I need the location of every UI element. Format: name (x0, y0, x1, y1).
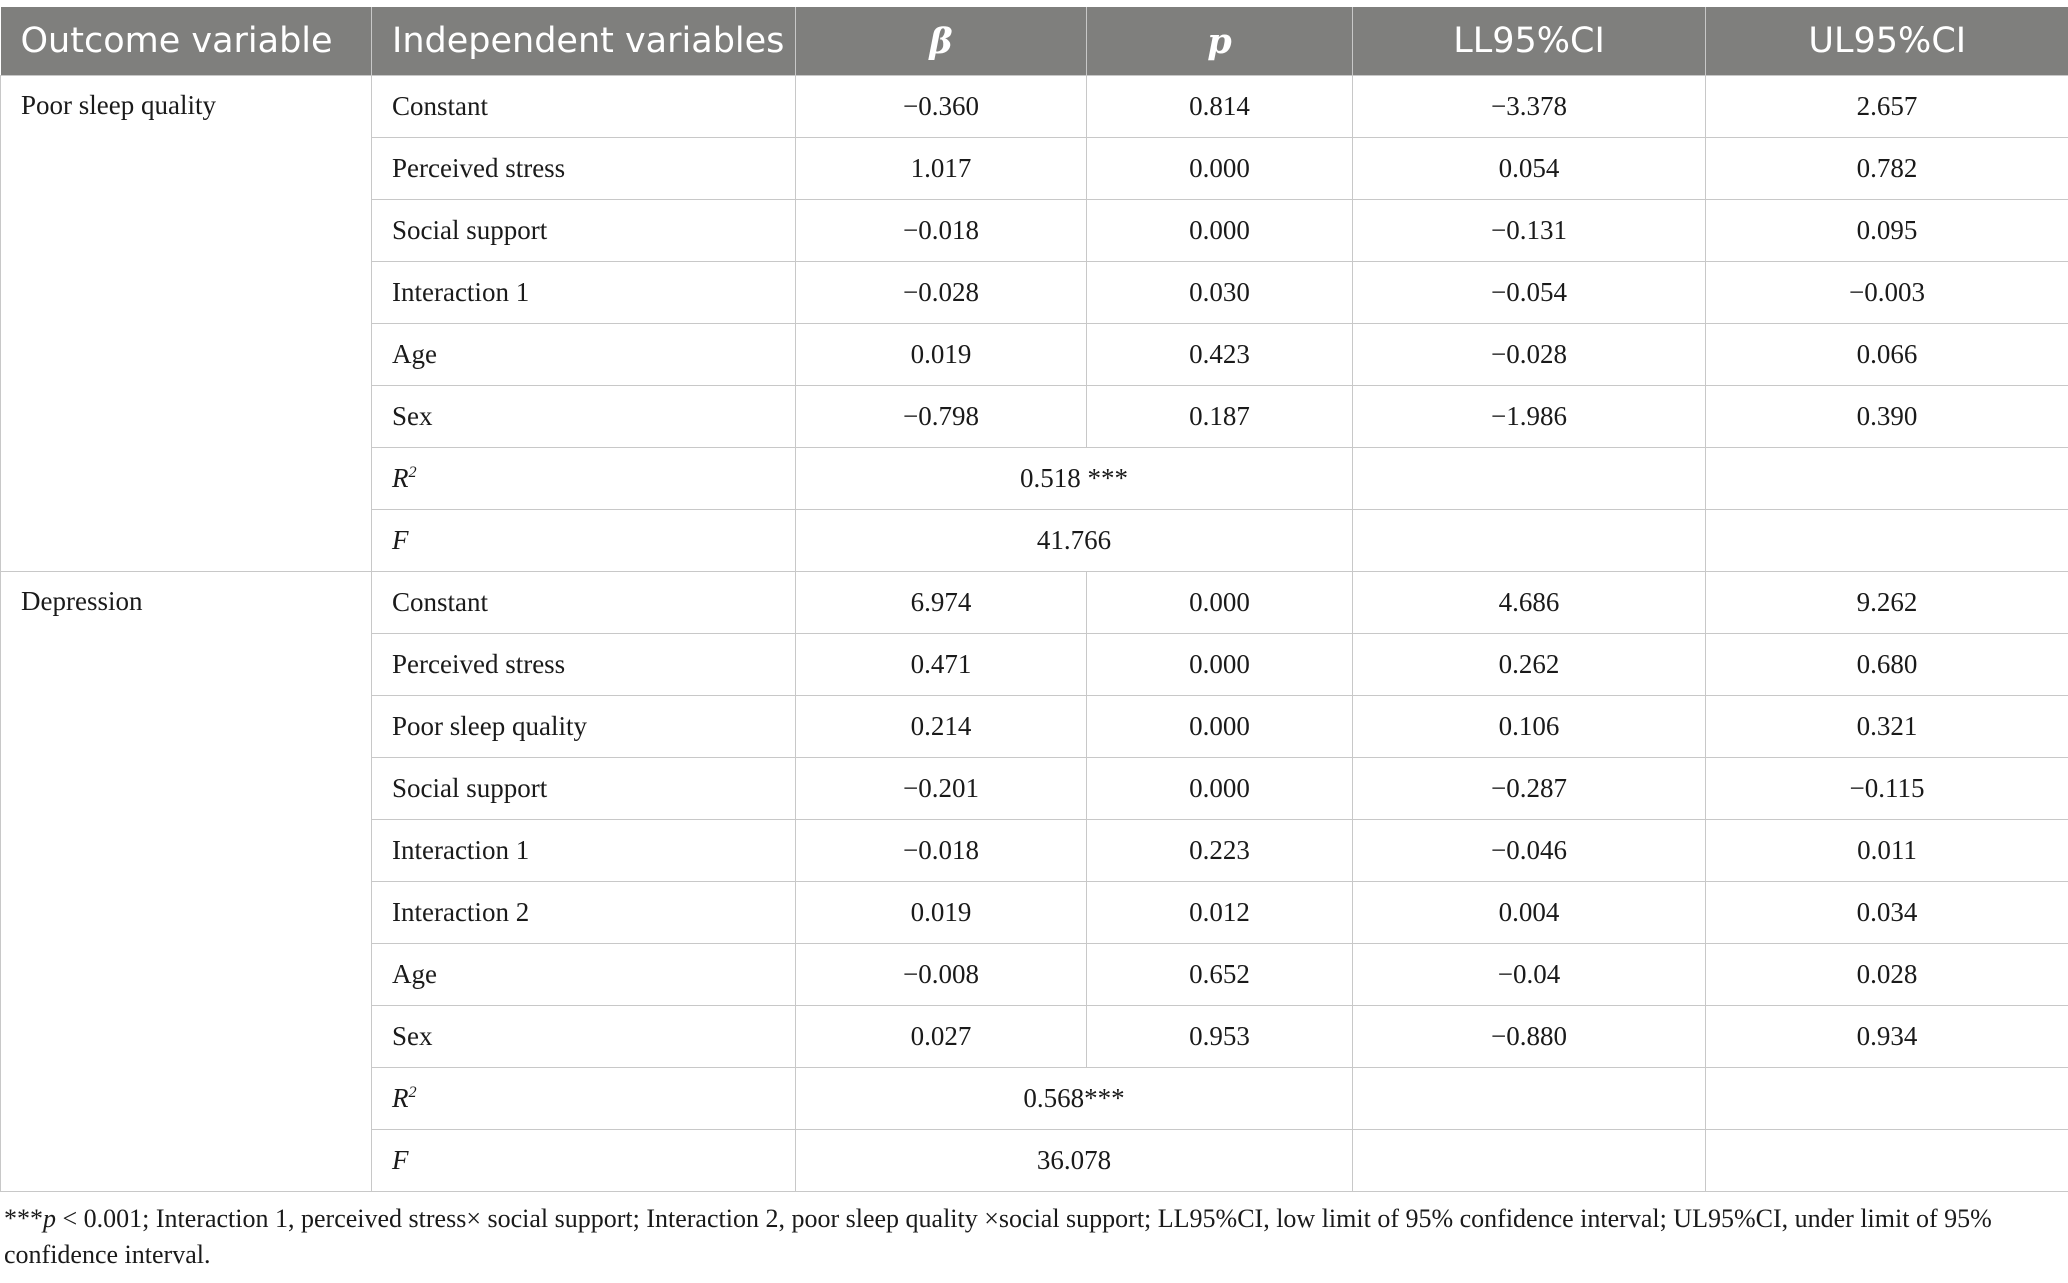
ul95ci-cell: 0.390 (1706, 386, 2068, 448)
ll-empty-cell (1353, 510, 1706, 572)
ll95ci-cell: −0.04 (1353, 944, 1706, 1006)
header-p: p (1087, 7, 1353, 76)
p-value-cell: 0.223 (1087, 820, 1353, 882)
f-statistic-label: F (372, 510, 796, 572)
ll95ci-cell: −0.046 (1353, 820, 1706, 882)
independent-variable-cell: Interaction 1 (372, 820, 796, 882)
beta-cell: −0.360 (796, 76, 1087, 138)
r-squared-label-text: R (392, 463, 409, 493)
beta-cell: −0.798 (796, 386, 1087, 448)
ul95ci-cell: 2.657 (1706, 76, 2068, 138)
ll95ci-cell: −0.880 (1353, 1006, 1706, 1068)
p-value-cell: 0.000 (1087, 634, 1353, 696)
beta-cell: 0.027 (796, 1006, 1087, 1068)
ul95ci-cell: 0.782 (1706, 138, 2068, 200)
independent-variable-cell: Perceived stress (372, 634, 796, 696)
ll95ci-cell: −3.378 (1353, 76, 1706, 138)
independent-variable-cell: Poor sleep quality (372, 696, 796, 758)
independent-variable-cell: Social support (372, 200, 796, 262)
ll95ci-cell: −0.028 (1353, 324, 1706, 386)
independent-variable-cell: Sex (372, 1006, 796, 1068)
p-value-cell: 0.423 (1087, 324, 1353, 386)
table-row (1, 572, 2068, 634)
beta-cell: −0.018 (796, 820, 1087, 882)
p-value-cell: 0.814 (1087, 76, 1353, 138)
ul-empty-cell (1706, 448, 2068, 510)
header-beta: β (796, 7, 1087, 76)
table-row (1, 76, 2068, 138)
p-value-cell: 0.000 (1087, 758, 1353, 820)
r-squared-superscript: 2 (408, 1083, 417, 1101)
ul-empty-cell (1706, 1130, 2068, 1192)
table-body (1, 76, 2068, 1192)
beta-cell: 0.214 (796, 696, 1087, 758)
p-value-cell: 0.012 (1087, 882, 1353, 944)
beta-cell: 6.974 (796, 572, 1087, 634)
beta-cell: −0.201 (796, 758, 1087, 820)
ul95ci-cell: 0.066 (1706, 324, 2068, 386)
ll-empty-cell (1353, 1068, 1706, 1130)
regression-table (0, 7, 2068, 1192)
header-ll95ci: LL95%CI (1353, 7, 1706, 76)
ll95ci-cell: −1.986 (1353, 386, 1706, 448)
ll95ci-cell: −0.054 (1353, 262, 1706, 324)
r-squared-label (372, 1068, 796, 1130)
independent-variable-cell: Constant (372, 76, 796, 138)
ul95ci-cell: 0.680 (1706, 634, 2068, 696)
ul95ci-cell: 0.011 (1706, 820, 2068, 882)
p-value-cell: 0.000 (1087, 572, 1353, 634)
header-row (1, 7, 2068, 76)
beta-cell: −0.008 (796, 944, 1087, 1006)
ul95ci-cell: 0.095 (1706, 200, 2068, 262)
p-value-cell: 0.030 (1087, 262, 1353, 324)
ul95ci-cell: −0.115 (1706, 758, 2068, 820)
independent-variable-cell: Interaction 2 (372, 882, 796, 944)
table-footnote (4, 1201, 2054, 1273)
ll95ci-cell: 0.262 (1353, 634, 1706, 696)
independent-variable-cell: Sex (372, 386, 796, 448)
ll95ci-cell: 0.004 (1353, 882, 1706, 944)
r-squared-label (372, 448, 796, 510)
header-outcome: Outcome variable (1, 7, 372, 76)
p-value-cell: 0.000 (1087, 696, 1353, 758)
independent-variable-cell: Age (372, 944, 796, 1006)
ll-empty-cell (1353, 1130, 1706, 1192)
ul95ci-cell: 0.934 (1706, 1006, 2068, 1068)
footnote-sig-marker: *** (4, 1204, 43, 1233)
f-statistic-value: 41.766 (796, 510, 1353, 572)
p-value-cell: 0.187 (1087, 386, 1353, 448)
ll95ci-cell: −0.131 (1353, 200, 1706, 262)
beta-cell: −0.018 (796, 200, 1087, 262)
outcome-variable-cell: Poor sleep quality (1, 76, 372, 572)
f-statistic-value: 36.078 (796, 1130, 1353, 1192)
footnote-p: p (43, 1204, 56, 1233)
footnote-text: < 0.001; Interaction 1, perceived stress× social support; Interaction 2, poor sleep quality ×social support; LL95%CI, low limit of 95% confidence interval; UL95%CI, under limit of 95% confidence interval. (4, 1204, 1992, 1269)
independent-variable-cell: Perceived stress (372, 138, 796, 200)
p-value-cell: 0.000 (1087, 200, 1353, 262)
r-squared-superscript: 2 (408, 463, 417, 481)
ll95ci-cell: 0.106 (1353, 696, 1706, 758)
ul95ci-cell: −0.003 (1706, 262, 2068, 324)
ul-empty-cell (1706, 1068, 2068, 1130)
independent-variable-cell: Constant (372, 572, 796, 634)
ul95ci-cell: 0.028 (1706, 944, 2068, 1006)
ul-empty-cell (1706, 510, 2068, 572)
beta-cell: −0.028 (796, 262, 1087, 324)
r-squared-value: 0.568*** (796, 1068, 1353, 1130)
beta-cell: 0.471 (796, 634, 1087, 696)
r-squared-value: 0.518 *** (796, 448, 1353, 510)
ul95ci-cell: 0.034 (1706, 882, 2068, 944)
f-statistic-label: F (372, 1130, 796, 1192)
p-value-cell: 0.953 (1087, 1006, 1353, 1068)
beta-cell: 0.019 (796, 324, 1087, 386)
ll95ci-cell: 0.054 (1353, 138, 1706, 200)
r-squared-label-text: R (392, 1083, 409, 1113)
independent-variable-cell: Social support (372, 758, 796, 820)
outcome-variable-cell: Depression (1, 572, 372, 1192)
p-value-cell: 0.000 (1087, 138, 1353, 200)
ul95ci-cell: 9.262 (1706, 572, 2068, 634)
beta-cell: 0.019 (796, 882, 1087, 944)
header-independent: Independent variables (372, 7, 796, 76)
p-value-cell: 0.652 (1087, 944, 1353, 1006)
ul95ci-cell: 0.321 (1706, 696, 2068, 758)
independent-variable-cell: Interaction 1 (372, 262, 796, 324)
independent-variable-cell: Age (372, 324, 796, 386)
ll-empty-cell (1353, 448, 1706, 510)
beta-cell: 1.017 (796, 138, 1087, 200)
ll95ci-cell: −0.287 (1353, 758, 1706, 820)
ll95ci-cell: 4.686 (1353, 572, 1706, 634)
header-ul95ci: UL95%CI (1706, 7, 2068, 76)
